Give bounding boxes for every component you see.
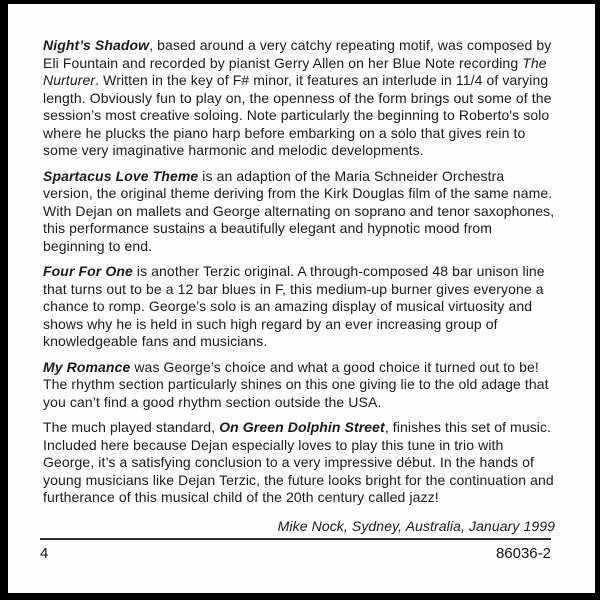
album-title: The Nurturer [43,54,547,88]
song-title: My Romance [43,358,131,375]
paragraph-spartacus-love-theme [43,168,555,256]
author-signature: Mike Nock, Sydney, Australia, January 1999 [277,517,555,534]
paragraph-text: . Written in the key of F# minor, it features an interlude in 11/4 of varying length. Obviously fun to play on, the openness of the form brings out some of the session’s most creative soloing. Note particularly the beginning to Roberto's solo where he plucks the piano harp before embarking on a solo that gives rein to some very imaginative harmonic and melodic developments. [43,72,552,158]
paragraph-green-dolphin-street [43,419,555,507]
page-footer [40,538,551,562]
paragraph-text: was George’s choice and what a good choice it turned out to be! The rhythm section particularly shines on this one giving lie to the old adage that you can’t find a good rhythm section outside the USA. [43,358,549,410]
song-title: Spartacus Love Theme [43,167,199,184]
paragraph-text: , finishes this set of music. Included here because Dejan especially loves to play this tune in trio with George, it’s a satisfying conclusion to a very impressive début. In the hands of young musicians like Dejan Terzic, the future looks bright for the continuation and furtherance of this musical child of the 20th century called jazz! [43,419,554,505]
page-number: 4 [40,545,49,562]
liner-notes [43,37,555,535]
song-title: On Green Dolphin Street [219,419,385,435]
paragraph-text: is another Terzic original. A through-composed 48 bar unison line that turns out to be a 12 bar blues in F, this medium-up burner gives everyone a chance to romp. George’s solo is an amazing display of musical virtuosity and shows why he is held in such high regard by an ever increasing group of knowledgeable fans and musicians. [43,263,545,349]
paragraph-text: , based around a very catchy repeating motif, was composed by Eli Fountain and recorded by pianist Gerry Allen on her Blue Note recording [43,37,552,71]
song-title: Night’s Shadow [43,37,150,53]
paragraph-my-romance [43,359,555,412]
paragraph-nights-shadow [43,37,555,160]
paragraph-text: is an adaption of the Maria Schneider Orchestra version, the original theme deriving from the Kirk Douglas film of the same name. With Dejan on mallets and George alternating on soprano and tenor saxophones, this performance sustains a beautifully elegant and hypnotic mood from beginning to end. [43,167,555,254]
song-title: Four For One [43,263,133,279]
paragraph-text: The much played standard, [43,419,220,435]
catalog-number: 86036-2 [495,545,551,562]
paragraph-four-for-one [43,263,555,351]
